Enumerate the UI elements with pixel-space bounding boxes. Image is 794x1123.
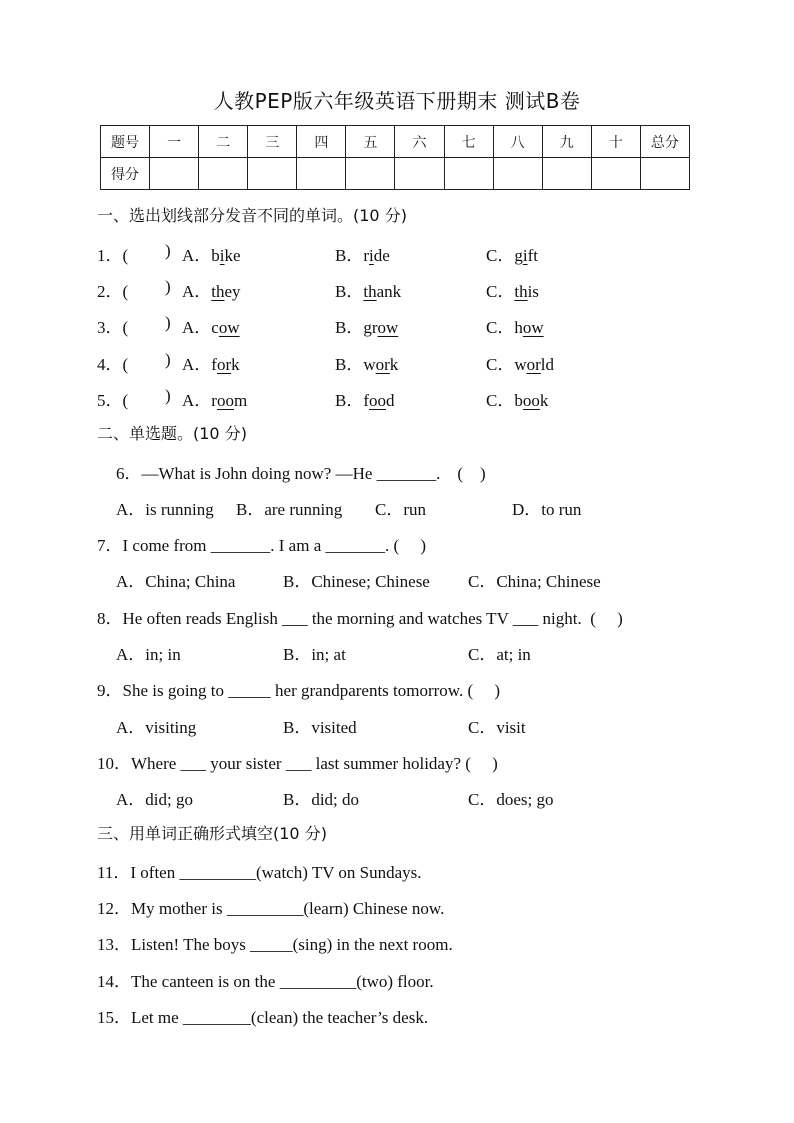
- option-c: C．how: [486, 318, 544, 337]
- fill-in-question: 11．I often _________(watch) TV on Sundays.: [97, 863, 422, 882]
- option-a: A．did; go: [116, 790, 193, 809]
- section1-heading: 一、选出划线部分发音不同的单词。(10 分): [97, 206, 407, 225]
- option-b: B．in; at: [283, 645, 346, 664]
- score-cell: [346, 158, 395, 190]
- score-table-header-cell: 题号: [101, 126, 150, 158]
- score-cell: [395, 158, 444, 190]
- score-cell: [248, 158, 297, 190]
- score-table-header-cell: 一: [150, 126, 199, 158]
- score-cell: [444, 158, 493, 190]
- question-number: 2．(: [97, 282, 129, 301]
- fill-in-question: 13．Listen! The boys _____(sing) in the next room.: [97, 935, 453, 954]
- option-a: A．in; in: [116, 645, 181, 664]
- question-number: 4．(: [97, 355, 129, 374]
- option-c: C．world: [486, 355, 555, 374]
- score-label: 得分: [101, 158, 150, 190]
- option-a: A．bike: [182, 246, 241, 265]
- score-table-score-row: [101, 158, 690, 190]
- option-b: B．work: [335, 355, 399, 374]
- fill-in-question: 12．My mother is _________(learn) Chinese now.: [97, 899, 445, 918]
- score-table-header-cell: 九: [542, 126, 591, 158]
- question-number: 1．(: [97, 246, 129, 265]
- question-number: 5．(: [97, 391, 129, 410]
- score-table-header-row: [101, 126, 690, 158]
- option-b: B．are running: [236, 500, 343, 519]
- score-table-header-cell: 五: [346, 126, 395, 158]
- question-stem: 6．—What is John doing now? —He _______. ( ): [116, 464, 486, 483]
- fill-in-question: 14．The canteen is on the _________(two) floor.: [97, 972, 434, 991]
- option-c: C．gift: [486, 246, 538, 265]
- option-a: A．visiting: [116, 718, 197, 737]
- option-b: B．did; do: [283, 790, 360, 809]
- fill-in-question: 15．Let me ________(clean) the teacher’s desk.: [97, 1008, 429, 1027]
- question-stem: 7．I come from _______. I am a _______. ( ): [97, 536, 427, 555]
- option-c: C．book: [486, 391, 549, 410]
- option-a: A．cow: [182, 318, 240, 337]
- question-bracket-close: ): [165, 350, 171, 369]
- option-c: C．visit: [468, 718, 526, 737]
- question-bracket-close: ): [165, 277, 171, 296]
- score-table-header-cell: 二: [199, 126, 248, 158]
- option-b: B．grow: [335, 318, 399, 337]
- score-cell: [493, 158, 542, 190]
- option-b: B．Chinese; Chinese: [283, 572, 430, 591]
- option-b: B．ride: [335, 246, 390, 265]
- option-b: B．visited: [283, 718, 357, 737]
- question-bracket-close: ): [165, 386, 171, 405]
- score-table-header-cell: 六: [395, 126, 444, 158]
- score-cell: [591, 158, 640, 190]
- page-title: 人教PEP版六年级英语下册期末 测试B卷: [213, 89, 581, 113]
- option-c: C．run: [375, 500, 426, 519]
- question-number: 3．(: [97, 318, 129, 337]
- question-bracket-close: ): [165, 313, 171, 332]
- option-b: B．food: [335, 391, 395, 410]
- option-c: C．does; go: [468, 790, 554, 809]
- score-table-header-cell: 八: [493, 126, 542, 158]
- option-c: C．this: [486, 282, 539, 301]
- option-d: D．to run: [512, 500, 582, 519]
- score-cell: [150, 158, 199, 190]
- score-table-header-cell: 总分: [640, 126, 689, 158]
- question-stem: 8．He often reads English ___ the morning and watches TV ___ night. ( ): [97, 609, 623, 628]
- section2-heading: 二、单选题。(10 分): [97, 424, 247, 443]
- score-cell: [297, 158, 346, 190]
- option-b: B．thank: [335, 282, 402, 301]
- option-c: C．China; Chinese: [468, 572, 601, 591]
- option-a: A．China; China: [116, 572, 236, 591]
- score-cell: [542, 158, 591, 190]
- option-a: A．fork: [182, 355, 240, 374]
- score-table-header-cell: 四: [297, 126, 346, 158]
- score-table: [100, 125, 690, 190]
- option-a: A．room: [182, 391, 248, 410]
- score-cell: [199, 158, 248, 190]
- option-a: A．is running: [116, 500, 214, 519]
- option-a: A．they: [182, 282, 241, 301]
- question-bracket-close: ): [165, 241, 171, 260]
- question-stem: 10．Where ___ your sister ___ last summer holiday? ( ): [97, 754, 498, 773]
- option-c: C．at; in: [468, 645, 531, 664]
- section3-heading: 三、用单词正确形式填空(10 分): [97, 824, 327, 843]
- score-cell: [640, 158, 689, 190]
- score-table-header-cell: 三: [248, 126, 297, 158]
- score-table-header-cell: 十: [591, 126, 640, 158]
- question-stem: 9．She is going to _____ her grandparents tomorrow. ( ): [97, 681, 501, 700]
- score-table-header-cell: 七: [444, 126, 493, 158]
